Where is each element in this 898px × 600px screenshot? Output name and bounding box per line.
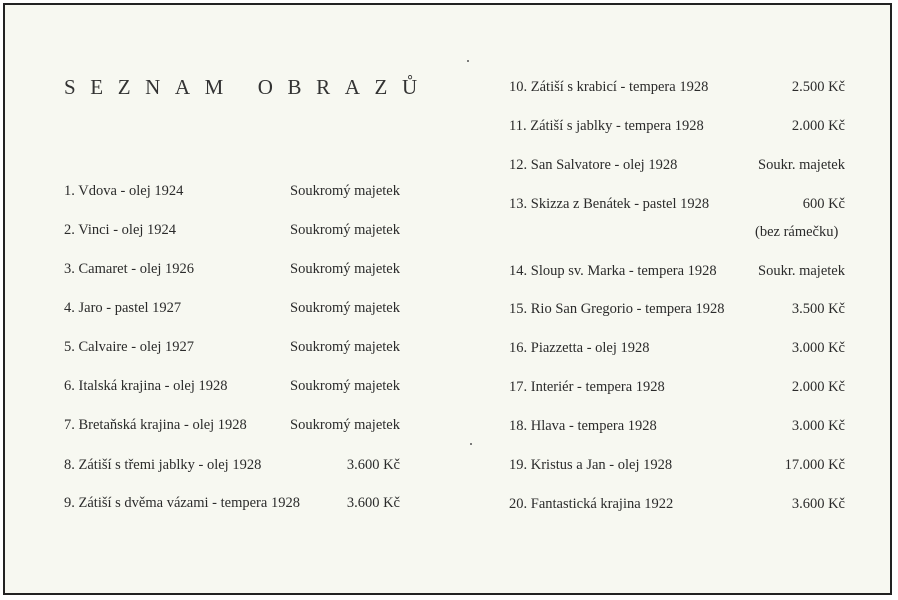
item-value: 3.000 Kč xyxy=(791,418,845,434)
item-label: 11. Zátiší s jablky - tempera 1928 xyxy=(509,118,704,134)
list-item xyxy=(64,220,400,240)
item-label: 12. San Salvatore - olej 1928 xyxy=(509,157,678,173)
item-label: 8. Zátiší s třemi jablky - olej 1928 xyxy=(64,457,262,473)
item-label: 2. Vinci - olej 1924 xyxy=(64,222,177,238)
item-value: 2.000 Kč xyxy=(791,118,845,134)
item-label: 15. Rio San Gregorio - tempera 1928 xyxy=(509,301,725,317)
item-label: 7. Bretaňská krajina - olej 1928 xyxy=(64,417,247,433)
item-value: 3.600 Kč xyxy=(791,496,845,512)
list-item xyxy=(509,77,845,97)
list-item xyxy=(509,194,845,214)
list-item xyxy=(64,337,400,357)
list-item xyxy=(509,455,845,475)
item-value: Soukromý majetek xyxy=(290,261,400,277)
page-title: SEZNAM OBRAZŮ xyxy=(64,75,432,99)
item-label: 20. Fantastická krajina 1922 xyxy=(509,496,674,512)
paper-speck xyxy=(470,443,472,445)
list-item xyxy=(509,155,845,175)
item-value: 17.000 Kč xyxy=(784,457,845,473)
item-value: 3.600 Kč xyxy=(346,457,400,473)
item-value: Soukromý majetek xyxy=(290,378,400,394)
item-value: 2.500 Kč xyxy=(791,79,845,95)
item-label: 9. Zátiší s dvěma vázami - tempera 1928 xyxy=(64,495,300,511)
item-value: Soukromý majetek xyxy=(290,417,400,433)
item-note: (bez rámečku) xyxy=(755,224,839,240)
item-label: 4. Jaro - pastel 1927 xyxy=(64,300,182,316)
item-label: 3. Camaret - olej 1926 xyxy=(64,261,195,277)
list-item xyxy=(509,338,845,358)
document-page xyxy=(3,3,892,595)
item-value: Soukromý majetek xyxy=(290,222,400,238)
item-value: Soukromý majetek xyxy=(290,300,400,316)
list-item xyxy=(64,259,400,279)
list-item xyxy=(509,116,845,136)
list-item xyxy=(64,298,400,318)
item-label: 16. Piazzetta - olej 1928 xyxy=(509,340,650,356)
item-label: 19. Kristus a Jan - olej 1928 xyxy=(509,457,673,473)
item-label: 14. Sloup sv. Marka - tempera 1928 xyxy=(509,263,717,279)
list-item xyxy=(509,299,845,319)
item-value: Soukromý majetek xyxy=(290,183,400,199)
item-label: 17. Interiér - tempera 1928 xyxy=(509,379,665,395)
list-item xyxy=(64,455,400,475)
item-label: 6. Italská krajina - olej 1928 xyxy=(64,378,228,394)
item-value: Soukr. majetek xyxy=(758,263,845,279)
item-value: 3.500 Kč xyxy=(791,301,845,317)
paper-speck xyxy=(467,60,469,62)
list-item xyxy=(509,494,845,514)
list-item xyxy=(509,416,845,436)
item-value: 2.000 Kč xyxy=(791,379,845,395)
list-item xyxy=(509,261,845,281)
list-item xyxy=(64,493,400,513)
item-value: 3.600 Kč xyxy=(346,495,400,511)
item-label: 18. Hlava - tempera 1928 xyxy=(509,418,657,434)
list-item xyxy=(64,415,400,435)
item-value: 600 Kč xyxy=(802,196,845,212)
list-item xyxy=(509,377,845,397)
item-value: Soukromý majetek xyxy=(290,339,400,355)
list-item xyxy=(64,376,400,396)
item-label: 5. Calvaire - olej 1927 xyxy=(64,339,195,355)
item-label: 13. Skizza z Benátek - pastel 1928 xyxy=(509,196,710,212)
item-label: 10. Zátiší s krabicí - tempera 1928 xyxy=(509,79,709,95)
list-item xyxy=(64,181,400,201)
item-label: 1. Vdova - olej 1924 xyxy=(64,183,184,199)
item-value: 3.000 Kč xyxy=(791,340,845,356)
item-value: Soukr. majetek xyxy=(758,157,845,173)
